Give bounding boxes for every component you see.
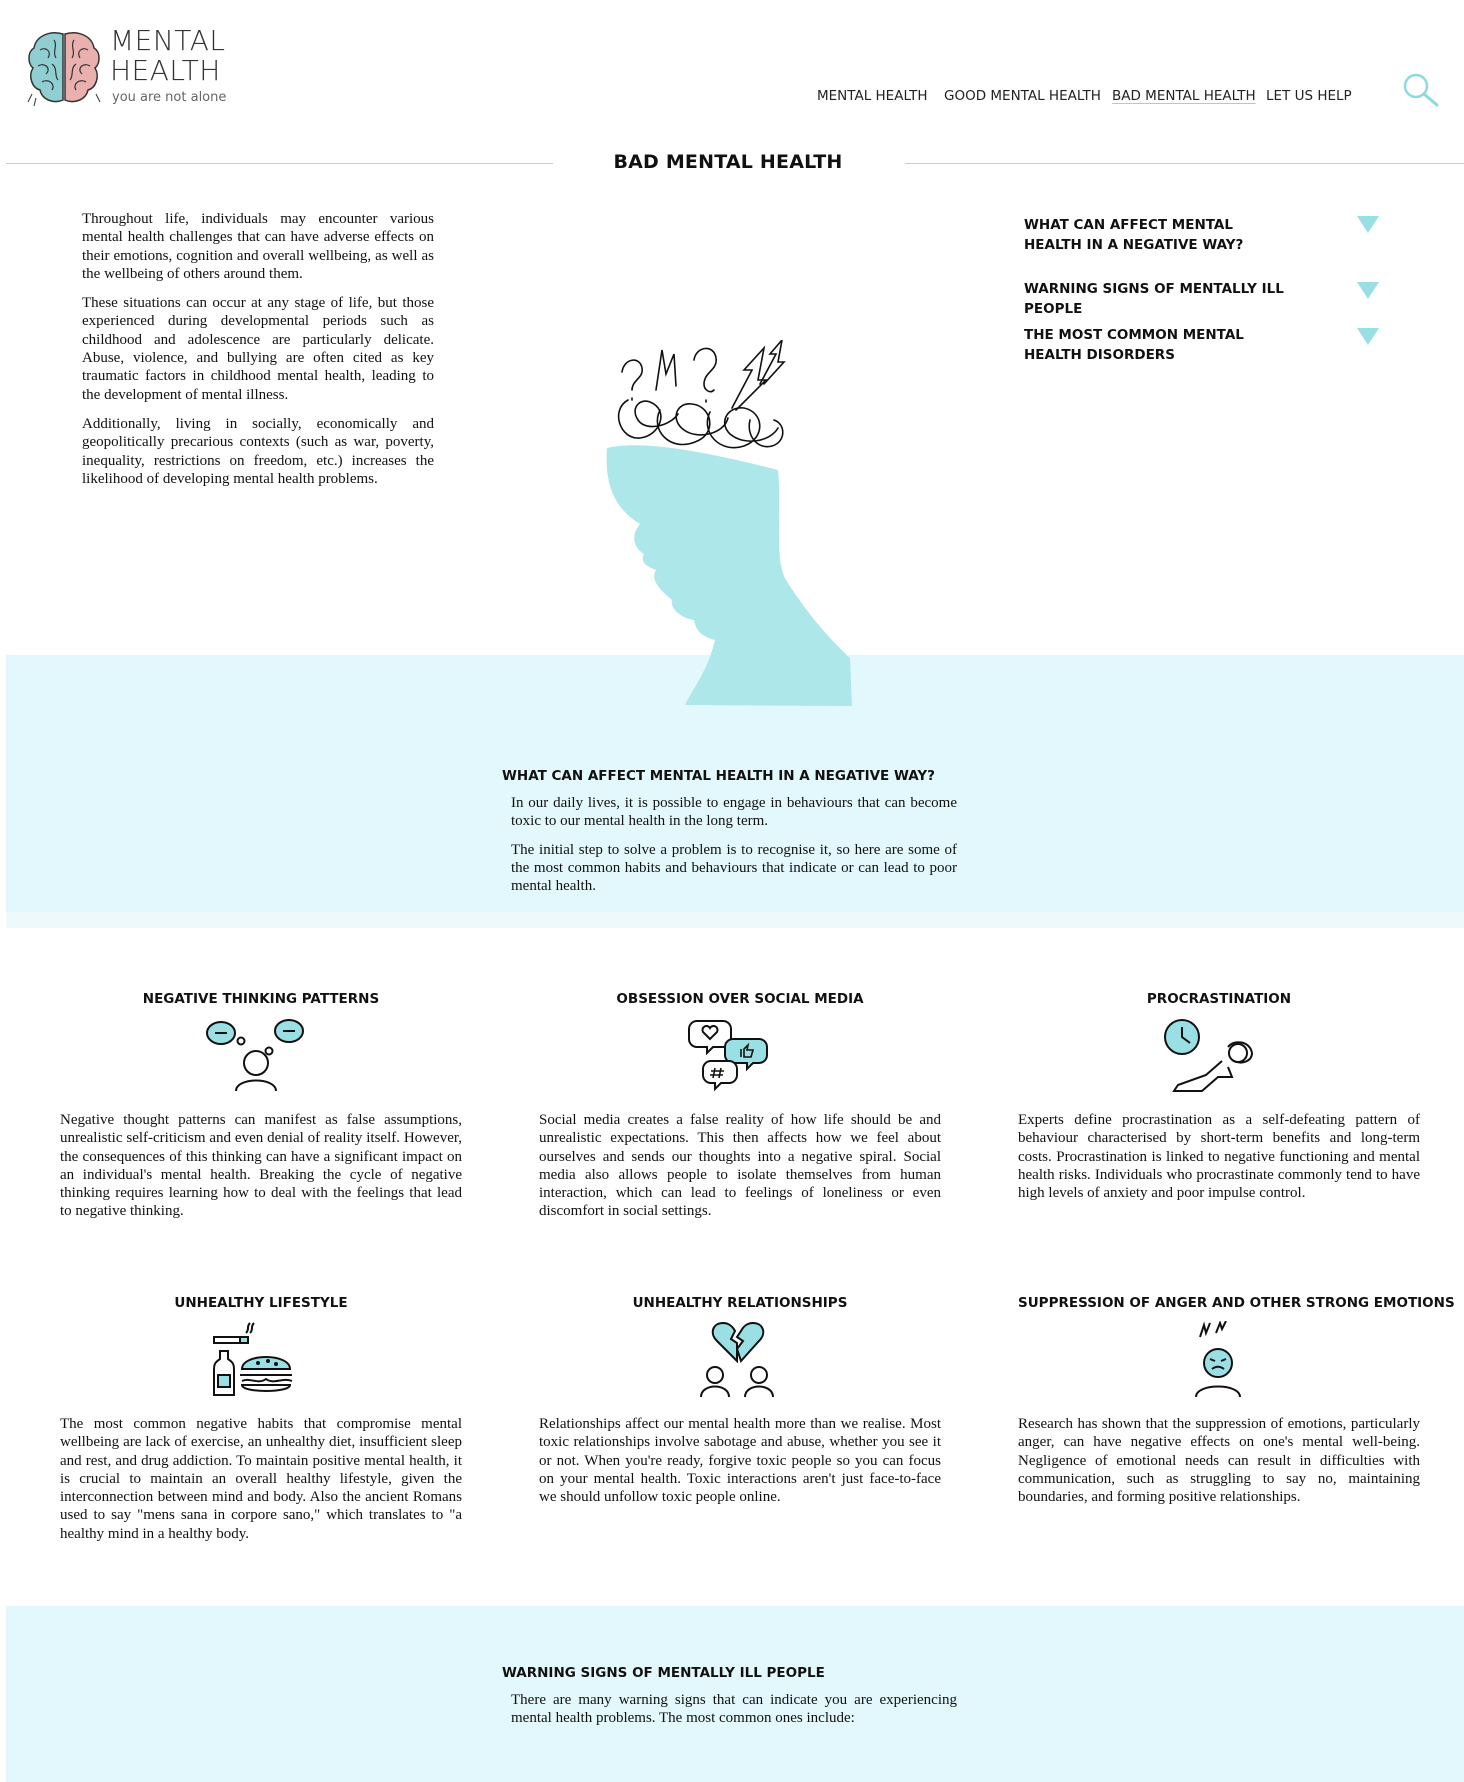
accordion-item-warning[interactable] xyxy=(1024,280,1294,319)
junk-food-icon xyxy=(210,1321,310,1397)
accordion-label: WARNING SIGNS OF MENTALLY ILL PEOPLE xyxy=(1024,281,1284,317)
accordion-item-disorders[interactable] xyxy=(1024,326,1294,365)
card-text: Relationships affect our mental health more than we realise. Most toxic relationships involve sabotage and abuse, whether you see it or not. When you're ready, forgive toxic people so you can focus on your mental health. Toxic interactions aren't just face-to-face we should unfollow toxic people online. xyxy=(539,1416,941,1506)
accordion-label: THE MOST COMMON MENTAL HEALTH DISORDERS xyxy=(1024,327,1244,363)
intro-paragraph: These situations can occur at any stage of life, but those experienced during developmental periods such as childhood and adolescence are particularly delicate. Abuse, violence, and bullying are often cited as key traumatic factors in childhood mental health, leading to the development of mental illness. xyxy=(82,295,434,403)
nav-let-us-help[interactable]: LET US HELP xyxy=(1266,88,1352,104)
section-heading: WHAT CAN AFFECT MENTAL HEALTH IN A NEGATIVE WAY? xyxy=(502,768,936,784)
accordion-label: WHAT CAN AFFECT MENTAL HEALTH IN A NEGATIVE WAY? xyxy=(1024,217,1244,253)
section-text xyxy=(511,1691,957,1738)
nav-mental-health[interactable]: MENTAL HEALTH xyxy=(817,88,928,104)
card-text: The most common negative habits that compromise mental wellbeing are lack of exercise, an unhealthy diet, insufficient sleep and rest, and drug addiction. To maintain positive mental health, it is crucial to maintain an overall healthy lifestyle, given the interconnection between mind and body. Also the ancient Romans used to say "mens sana in corpore sano," which translates to "a healthy mind in a healthy body. xyxy=(60,1416,462,1542)
card-title: NEGATIVE THINKING PATTERNS xyxy=(142,991,380,1007)
title-rule-left xyxy=(6,163,553,164)
card-title: PROCRASTINATION xyxy=(1146,991,1292,1007)
card-title: SUPPRESSION OF ANGER AND OTHER STRONG EMOTIONS xyxy=(1018,1295,1455,1311)
section-heading: WARNING SIGNS OF MENTALLY ILL PEOPLE xyxy=(502,1665,825,1681)
chevron-down-icon[interactable] xyxy=(1357,282,1379,299)
nav-good-mental-health[interactable]: GOOD MENTAL HEALTH xyxy=(944,88,1101,104)
section-band-edge xyxy=(6,912,1464,928)
broken-heart-icon xyxy=(687,1321,787,1397)
section-paragraph: There are many warning signs that can indicate you are experiencing mental health problems. The most common ones include: xyxy=(511,1692,957,1727)
hero-neck-overlap xyxy=(600,650,860,710)
section-paragraph: The initial step to solve a problem is to recognise it, so here are some of the most common habits and behaviours that indicate or can lead to poor mental health. xyxy=(511,841,957,895)
card-title: OBSESSION OVER SOCIAL MEDIA xyxy=(616,991,864,1007)
angry-person-icon xyxy=(1178,1321,1258,1397)
clock-lounging-icon xyxy=(1162,1017,1262,1093)
card-text: Experts define procrastination as a self-defeating pattern of behaviour characterised by short-term benefits and long-term costs. Procrastination is linked to negative functioning and mental health risks. Individuals who procrastinate commonly tend to have high levels of anxiety and poor impulse control. xyxy=(1018,1112,1420,1202)
card-text: Research has shown that the suppression of emotions, particularly anger, can have negative effects on one's mental well-being. Negligence of emotional needs can result in difficulties with communication, such as struggling to say no, maintaining boundaries, and forming positive relationships. xyxy=(1018,1416,1420,1506)
accordion-item-negative[interactable] xyxy=(1024,216,1294,255)
title-rule-right xyxy=(905,163,1464,164)
card-title: UNHEALTHY LIFESTYLE xyxy=(174,1295,348,1311)
search-icon[interactable] xyxy=(1400,72,1442,110)
logo-tagline: you are not alone xyxy=(112,90,227,105)
page-title: BAD MENTAL HEALTH xyxy=(613,151,843,173)
nav-bad-mental-health[interactable]: BAD MENTAL HEALTH xyxy=(1112,88,1256,104)
main-nav xyxy=(0,88,1464,110)
thought-bubbles-icon xyxy=(196,1017,316,1093)
card-text: Social media creates a false reality of how life should be and unrealistic expectations. This then affects how we feel about ourselves and sends our thoughts into a negative spiral. Social media also allows people to isolate themselves from human interaction, which can lead to feelings of loneliness or even discomfort in social settings. xyxy=(539,1112,941,1220)
intro-paragraph: Additionally, living in socially, economically and geopolitically precarious contexts (such as war, poverty, inequality, restrictions on freedom, etc.) increases the likelihood of developing mental health problems. xyxy=(82,415,434,487)
logo-title-line1: MENTAL xyxy=(110,24,226,57)
intro-paragraph: Throughout life, individuals may encounter various mental health challenges that can have adverse effects on their emotions, cognition and overall wellbeing, as well as the wellbeing of others around them. xyxy=(82,211,434,282)
logo-title-line2: HEALTH xyxy=(110,54,221,87)
social-media-icon xyxy=(687,1017,787,1093)
intro-text xyxy=(82,210,434,499)
chevron-down-icon[interactable] xyxy=(1357,328,1379,345)
chevron-down-icon[interactable] xyxy=(1357,216,1379,233)
card-title: UNHEALTHY RELATIONSHIPS xyxy=(632,1295,848,1311)
section-text xyxy=(511,794,957,905)
card-text: Negative thought patterns can manifest as false assumptions, unrealistic self-criticism and even denial of reality itself. However, the consequences of this thinking can have a significant impact on an individual's mental health. Breaking the cycle of negative thinking requires learning how to deal with the feelings that lead to negative thinking. xyxy=(60,1112,462,1220)
section-paragraph: In our daily lives, it is possible to engage in behaviours that can become toxic to our mental health in the long term. xyxy=(511,795,957,830)
